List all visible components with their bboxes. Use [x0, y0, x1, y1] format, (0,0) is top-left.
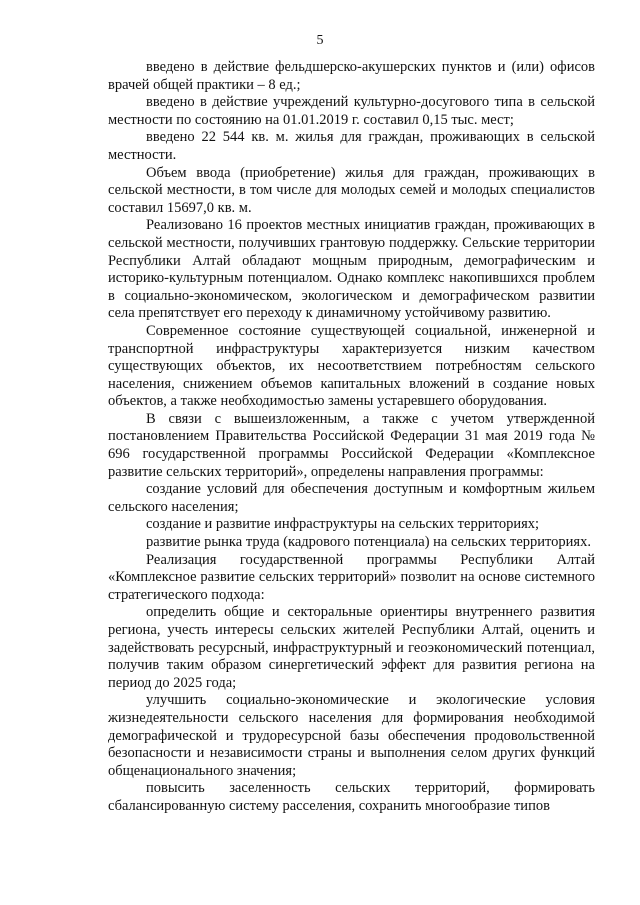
- document-body: [108, 59, 595, 816]
- paragraph-goal-settlement: повысить заселенность сельских территорий, формировать сбалансированную систему расселения, сохранить многообразие типов: [108, 780, 595, 814]
- paragraph-housing-commissioned: введено 22 544 кв. м. жилья для граждан, проживающих в сельской местности.: [108, 129, 595, 163]
- paragraph-direction-housing: создание условий для обеспечения доступным и комфортным жильем сельского населения;: [108, 481, 595, 515]
- paragraph-infrastructure-state: Современное состояние существующей социальной, инженерной и транспортной инфраструктуры характеризуется низким качеством существующих объектов, их несоответствием потребностям сельского населения, снижением объемов капитальных вложений в создание новых объектов, а также необходимостью замены устаревшего оборудования.: [108, 322, 595, 410]
- paragraph-local-initiatives: Реализовано 16 проектов местных инициатив граждан, проживающих в сельской местности, получивших грантовую поддержку. Сельские территории Республики Алтай обладают мощным природным, демографическим и историко-культурным потенциалом. Однако комплекс накопившихся проблем в социально-экономическом, экологическом и демографическом развитии села препятствует его переходу к динамичному устойчивому развитию.: [108, 217, 595, 322]
- paragraph-goal-guidelines: определить общие и секторальные ориентиры внутреннего развития региона, учесть интересы сельских жителей Республики Алтай, оценить и задействовать ресурсный, инфраструктурный и геоэкономический потенциал, получив таким образом синергетический эффект для развития региона на период до 2025 года;: [108, 604, 595, 691]
- paragraph-fap-offices: введено в действие фельдшерско-акушерских пунктов и (или) офисов врачей общей практики – 8 ед.;: [108, 59, 595, 93]
- paragraph-program-implementation: Реализация государственной программы Республики Алтай «Комплексное развитие сельских территорий» позволит на основе системного стратегического подхода:: [108, 551, 595, 603]
- paragraph-cultural-institutions: введено в действие учреждений культурно-досугового типа в сельской местности по состоянию на 01.01.2019 г. составил 0,15 тыс. мест;: [108, 94, 595, 128]
- paragraph-direction-infrastructure: создание и развитие инфраструктуры на сельских территориях;: [146, 516, 540, 533]
- paragraph-goal-living-conditions: улучшить социально-экономические и экологические условия жизнедеятельности сельского населения для формирования необходимой демографической и трудоресурсной базы обеспечения продовольственной безопасности и независимости страны и выполнения селом других функций общенационального значения;: [108, 692, 595, 779]
- paragraph-direction-labor-market: развитие рынка труда (кадрового потенциала) на сельских территориях.: [146, 534, 591, 551]
- page-number: 5: [316, 33, 324, 48]
- paragraph-housing-volume: Объем ввода (приобретение) жилья для граждан, проживающих в сельской местности, в том числе для молодых семей и молодых специалистов составил 15697,0 кв. м.: [108, 164, 595, 216]
- paragraph-program-directions: В связи с вышеизложенным, а также с учетом утвержденной постановлением Правительства Российской Федерации 31 мая 2019 года № 696 государственной программы Российской Федерации «Комплексное развитие сельских территорий», определены направления программы:: [108, 410, 595, 480]
